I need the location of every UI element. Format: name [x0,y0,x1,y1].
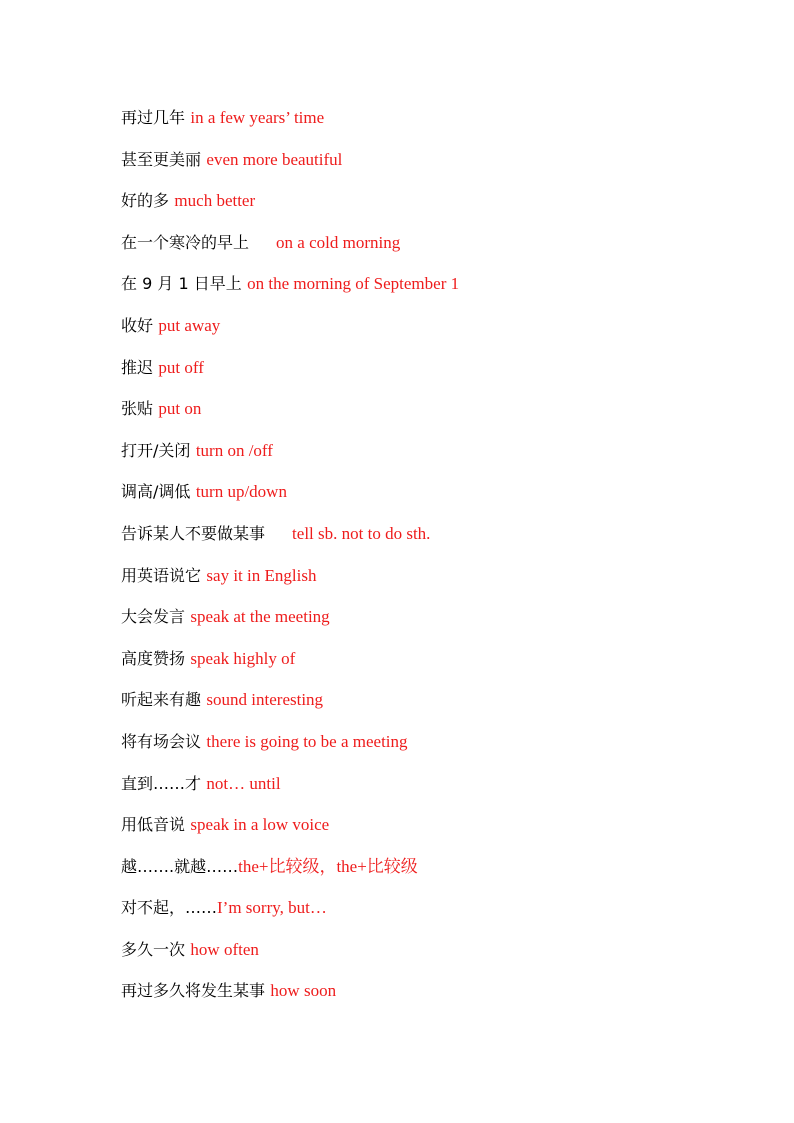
chinese-phrase: 在 9 月 1 日早上 [121,274,242,294]
english-phrase: say it in English [206,565,317,585]
list-item [121,770,761,812]
list-item [121,229,761,271]
chinese-phrase: 大会发言 [121,607,186,627]
list-item [121,853,761,895]
english-phrase: turn up/down [195,482,287,502]
english-phrase: how often [190,939,259,959]
list-item [121,645,761,687]
list-item [121,728,761,770]
phrase-list [121,104,761,1019]
chinese-phrase: 打开/关闭 [121,440,191,460]
english-phrase: put off [158,357,204,377]
english-phrase: there is going to be a meeting [206,731,408,751]
english-phrase: on the morning of September 1 [247,274,460,294]
chinese-phrase: 再过多久将发生某事 [121,981,266,1001]
list-item [121,354,761,396]
list-item [121,562,761,604]
list-item [121,437,761,479]
spacer [249,233,271,253]
chinese-phrase: 调高/调低 [121,482,191,502]
english-phrase: in a few years’ time [190,108,325,127]
english-phrase: speak at the meeting [190,607,330,627]
chinese-phrase: 越…….就越…… [121,856,239,876]
english-phrase: the+比较级，the+比较级 [238,856,418,876]
chinese-phrase: 用英语说它 [121,565,202,585]
english-phrase: on a cold morning [276,232,401,252]
list-item [121,312,761,354]
english-phrase: speak in a low voice [190,815,330,835]
list-item [121,977,761,1019]
list-item [121,894,761,936]
english-phrase: speak highly of [190,648,296,668]
list-item [121,811,761,853]
english-phrase: turn on /off [195,440,273,460]
list-item [121,686,761,728]
list-item [121,146,761,188]
english-phrase: I’m sorry, but… [217,898,327,918]
english-phrase: much better [174,191,256,211]
chinese-phrase: 将有场会议 [121,731,202,751]
chinese-phrase: 高度赞扬 [121,648,186,668]
chinese-phrase: 收好 [121,315,154,335]
list-item [121,936,761,978]
english-phrase: how soon [270,981,337,1001]
chinese-phrase: 听起来有趣 [121,690,202,710]
chinese-phrase: 张贴 [121,399,154,419]
chinese-phrase: 对不起，…… [121,898,218,918]
chinese-phrase: 好的多 [121,191,170,211]
chinese-phrase: 甚至更美丽 [121,149,202,169]
chinese-phrase: 告诉某人不要做某事 [121,523,266,543]
chinese-phrase: 再过几年 [121,108,186,127]
chinese-phrase: 多久一次 [121,939,186,959]
list-item [121,520,761,562]
list-item [121,187,761,229]
list-item [121,270,761,312]
chinese-phrase: 在一个寒冷的早上 [121,232,250,252]
english-phrase: not… until [206,773,281,793]
english-phrase: even more beautiful [206,149,343,169]
english-phrase: tell sb. not to do sth. [292,523,431,543]
english-phrase: put on [158,399,202,419]
list-item [121,395,761,437]
english-phrase: sound interesting [206,690,324,710]
list-item [121,478,761,520]
chinese-phrase: 用低音说 [121,815,186,835]
chinese-phrase: 推迟 [121,357,154,377]
list-item [121,603,761,645]
list-item [121,104,761,146]
chinese-phrase: 直到……才 [121,773,202,793]
english-phrase: put away [158,315,221,335]
spacer [265,524,287,544]
